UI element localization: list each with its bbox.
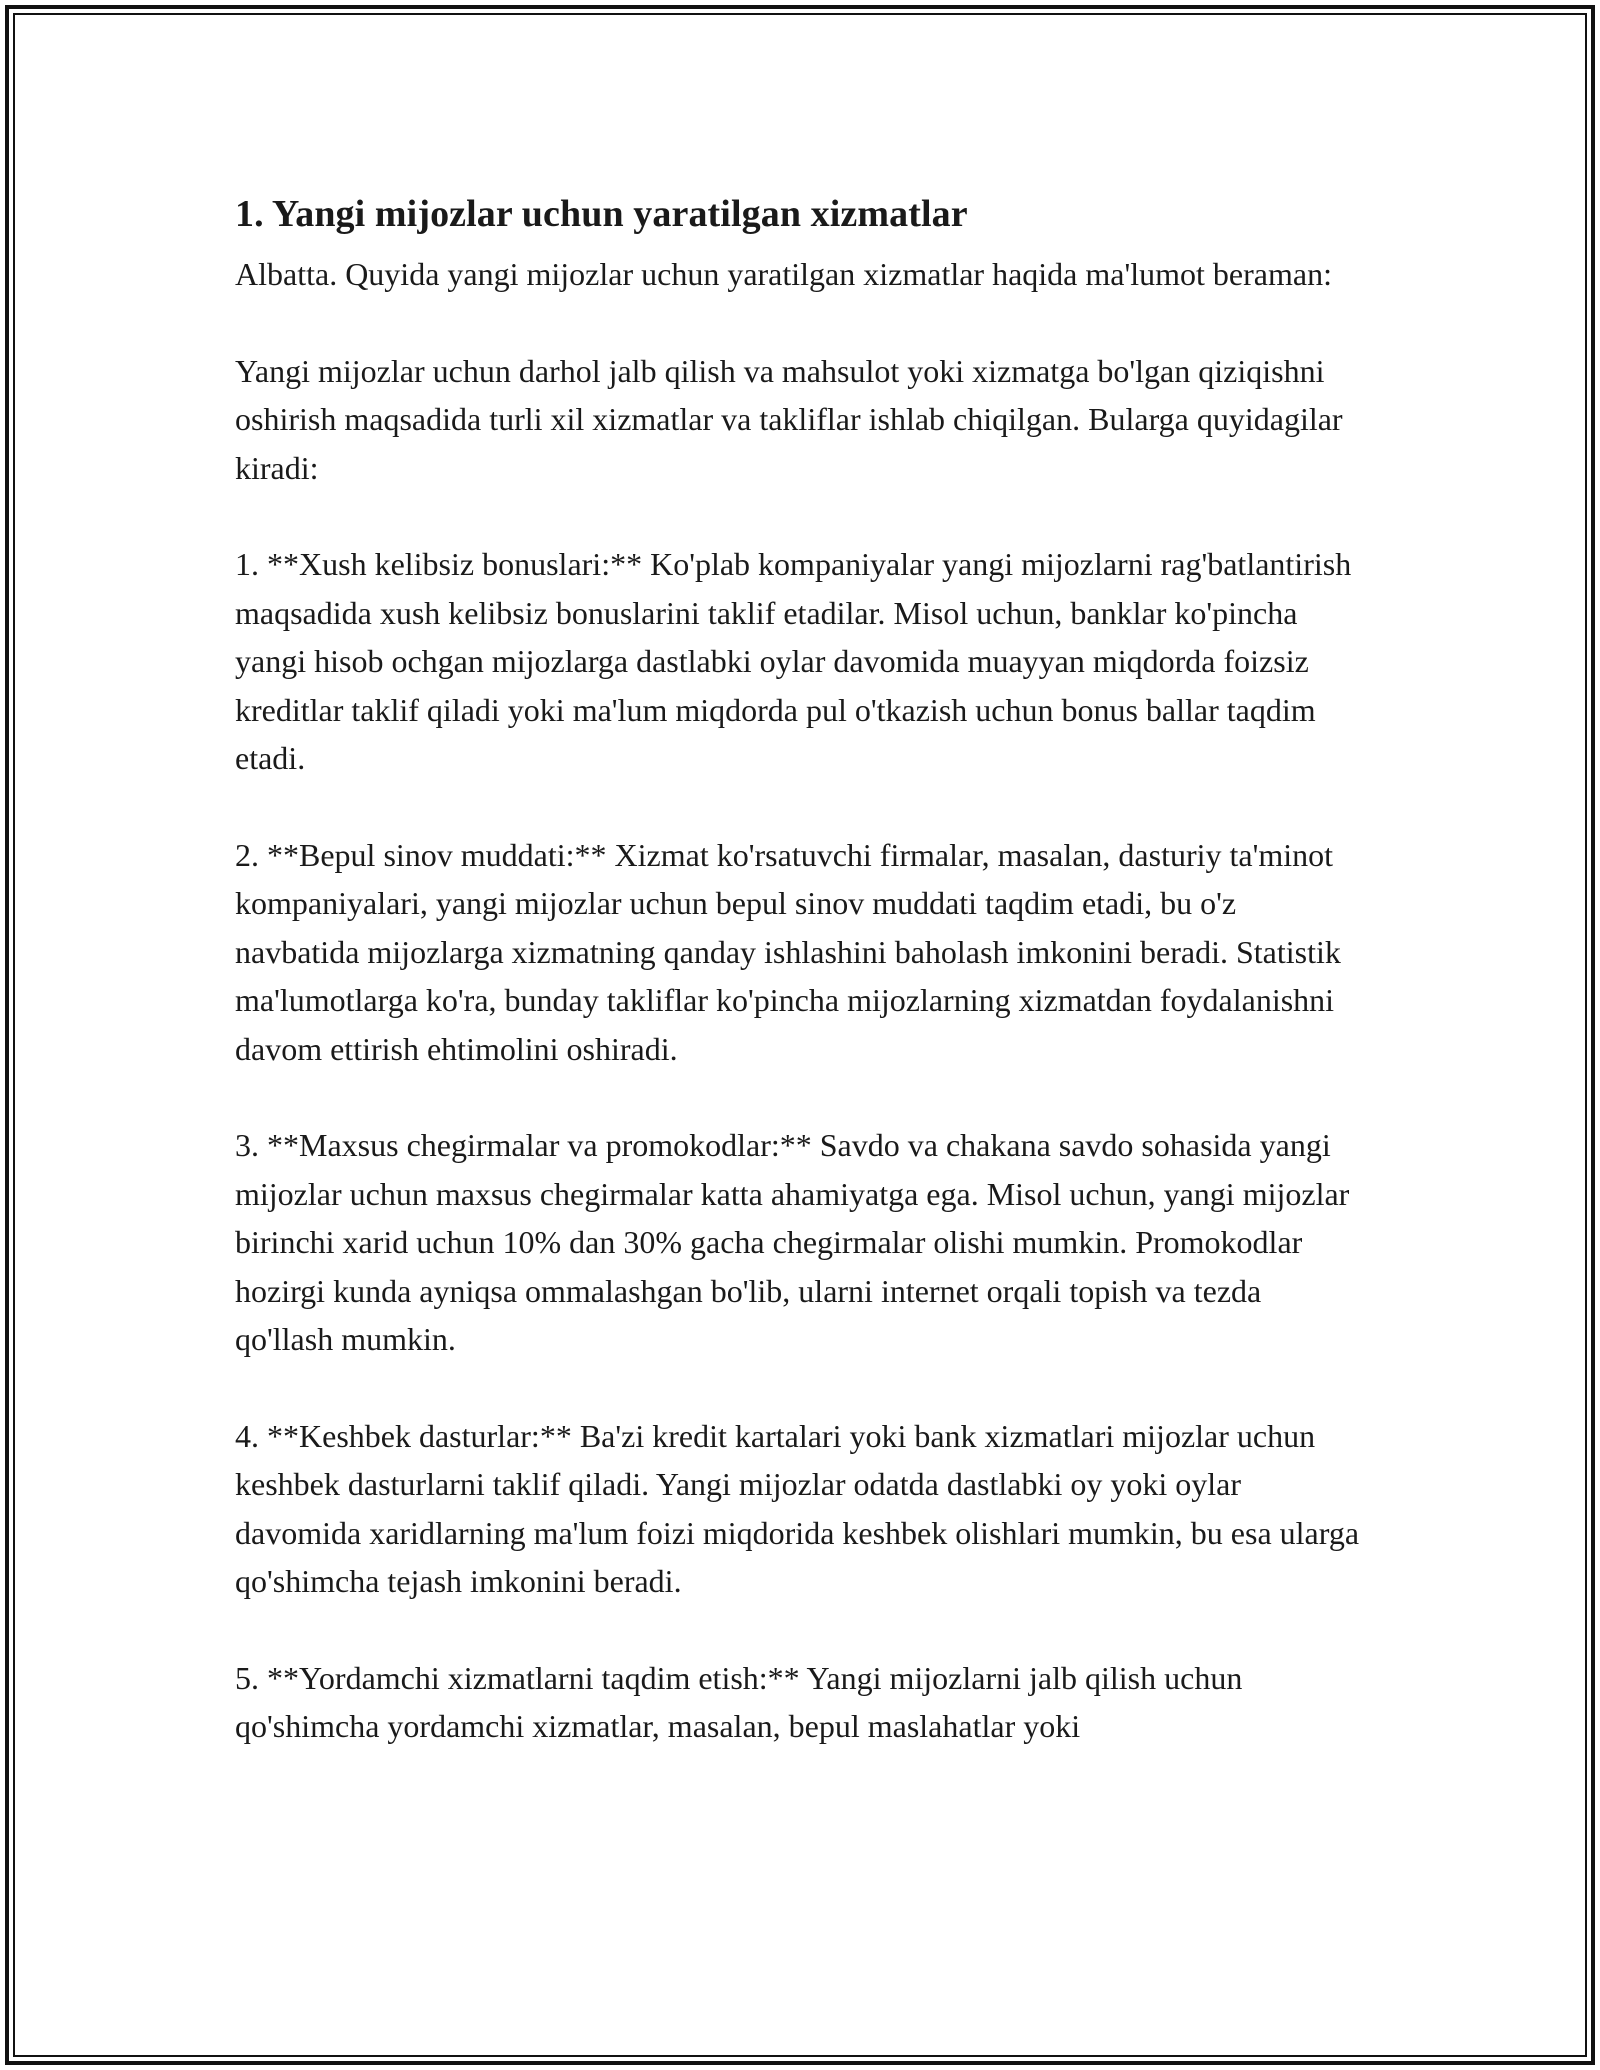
list-item-welcome-bonuses: 1. **Xush kelibsiz bonuslari:** Ko'plab kompaniyalar yangi mijozlarni rag'batlantirish maqsadida xush kelibsiz bonuslarini taklif etadilar. Misol uchun, banklar ko'pincha yangi hisob ochgan mijozlarga dastlabki oylar davomida muayyan miqdorda foizsiz kreditlar taklif qiladi yoki ma'lum miqdorda pul o'tkazish uchun bonus ballar taqdim etadi. (235, 546, 1352, 776)
overview-paragraph: Yangi mijozlar uchun darhol jalb qilish va mahsulot yoki xizmatga bo'lgan qiziqishni oshirish maqsadida turli xil xizmatlar va takliflar ishlab chiqilgan. Bularga quyidagilar kiradi: (235, 352, 1343, 486)
list-item-special-discounts: 3. **Maxsus chegirmalar va promokodlar:** Savdo va chakana savdo sohasida yangi mijozlar uchun maxsus chegirmalar katta ahamiyatga ega. Misol uchun, yangi mijozlar birinchi xarid uchun 10% dan 30% gacha chegirmalar olishi mumkin. Promokodlar hozirgi kunda ayniqsa ommalashgan bo'lib, ularni internet orqali topish va tezda qo'llash mumkin. (235, 1127, 1350, 1357)
document-page (235, 186, 1365, 1799)
list-item-support-services: 5. **Yordamchi xizmatlarni taqdim etish:** Yangi mijozlarni jalb qilish uchun qo'shimcha yordamchi xizmatlar, masalan, bepul maslahatlar yoki (235, 1659, 1243, 1744)
list-item-free-trial: 2. **Bepul sinov muddati:** Xizmat ko'rsatuvchi firmalar, masalan, dasturiy ta'minot kompaniyalari, yangi mijozlar uchun bepul sinov muddati taqdim etadi, bu o'z navbatida mijozlarga xizmatning qanday ishlashini baholash imkonini beradi. Statistik ma'lumotlarga ko'ra, bunday takliflar ko'pincha mijozlarning xizmatdan foydalanishni davom ettirish ehtimolini oshiradi. (235, 836, 1341, 1067)
document-body (235, 250, 1365, 1751)
intro-paragraph: Albatta. Quyida yangi mijozlar uchun yaratilgan xizmatlar haqida ma'lumot beraman: (235, 256, 1332, 292)
document-title: 1. Yangi mijozlar uchun yaratilgan xizmatlar (235, 193, 968, 235)
list-item-cashback: 4. **Keshbek dasturlar:** Ba'zi kredit kartalari yoki bank xizmatlari mijozlar uchun keshbek dasturlarni taklif qiladi. Yangi mijozlar odatda dastlabki oy yoki oylar davomida xaridlarning ma'lum foizi miqdorida keshbek olishlari mumkin, bu esa ularga qo'shimcha tejash imkonini beradi. (235, 1417, 1360, 1599)
